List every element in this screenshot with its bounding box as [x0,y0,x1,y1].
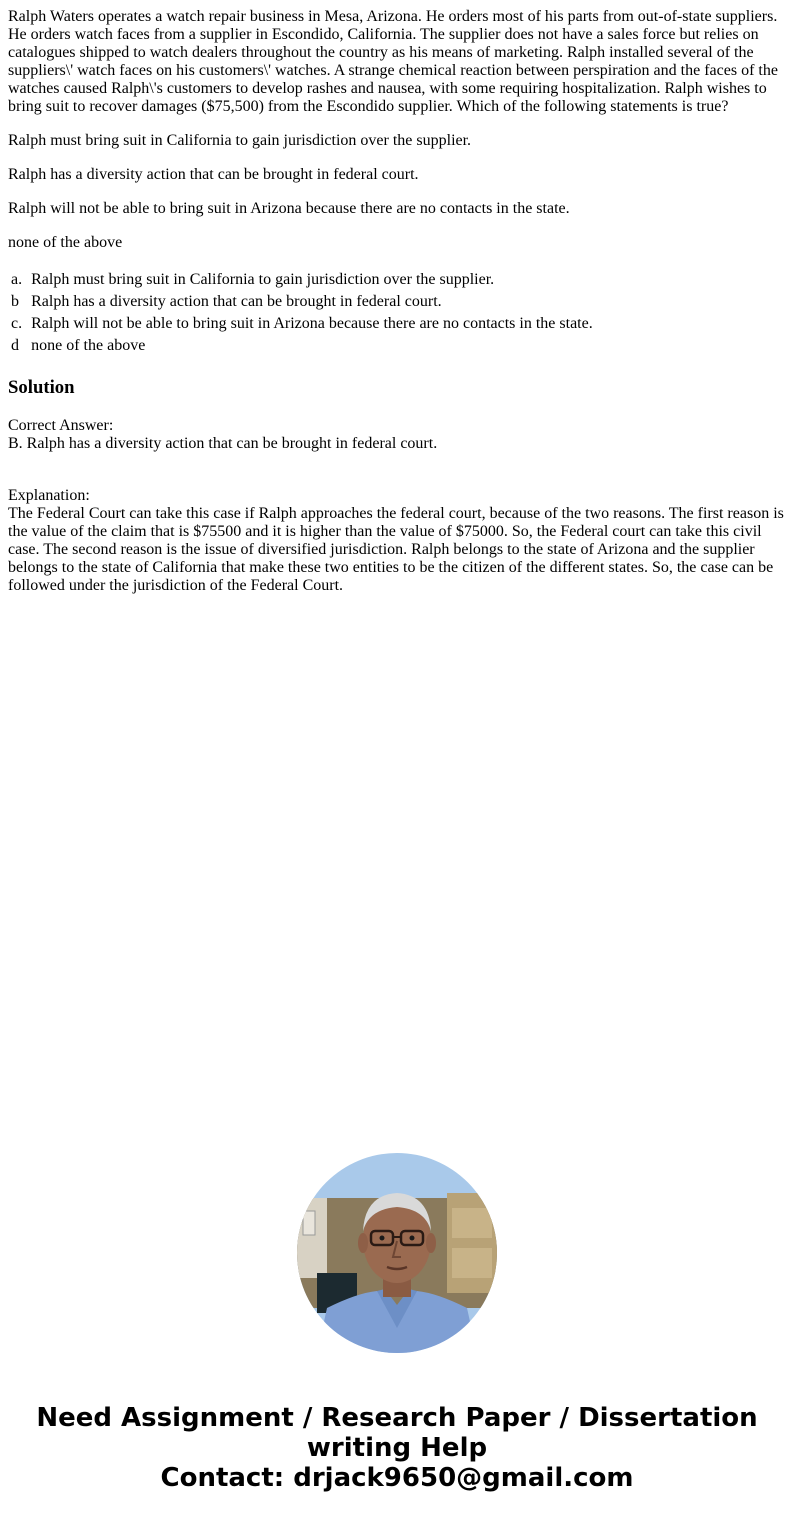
option-text: none of the above [31,337,146,354]
correct-answer-text: B. Ralph has a diversity action that can be brought in federal court. [8,435,438,452]
options-table [8,268,596,358]
option-row-b [10,292,594,312]
promo-banner [0,1403,794,1493]
option-row-a [10,270,594,290]
option-letter: a. [11,271,23,288]
option-text: Ralph will not be able to bring suit in Arizona because there are no contacts in the state. [31,315,593,332]
option-text: Ralph has a diversity action that can be brought in federal court. [31,293,442,310]
statement-3: Ralph will not be able to bring suit in Arizona because there are no contacts in the state. [8,200,570,217]
explanation-text: The Federal Court can take this case if Ralph approaches the federal court, because of the two reasons. The first reason is the value of the claim that is $75500 and it is higher than the value of $75000. So, the Federal court can take this civil case. The second reason is the issue of diversified jurisdiction. Ralph belongs to the state of Arizona and the supplier belongs to the state of California that make these two entities to be the citizen of the different states. So, the case can be followed under the jurisdiction of the Federal Court. [8,505,784,594]
section-spacer [8,453,786,487]
option-row-d [10,336,594,356]
statement-1: Ralph must bring suit in California to gain jurisdiction over the supplier. [8,132,472,149]
option-row-c [10,314,594,334]
promo-contact-line: Contact: drjack9650@gmail.com [160,1463,634,1493]
option-letter: d [11,337,19,354]
promo-line-1: Need Assignment / Research Paper / Dissertation [36,1403,758,1433]
promo-line-2: writing Help [306,1433,488,1463]
author-portrait-image [297,1153,497,1353]
solution-heading: Solution [8,377,75,398]
statement-2: Ralph has a diversity action that can be brought in federal court. [8,166,419,183]
question-text: Ralph Waters operates a watch repair business in Mesa, Arizona. He orders most of his parts from out-of-state suppliers. He orders watch faces from a supplier in Escondido, California. The supplier does not have a sales force but relies on catalogues shipped to watch dealers throughout the country as his means of marketing. Ralph installed several of the suppliers\' watch faces on his customers\' watches. A strange chemical reaction between perspiration and the faces of the watches caused Ralph\'s customers to develop rashes and nausea, with some requiring hospitalization. Ralph wishes to bring suit to recover damages ($75,500) from the Escondido supplier. Which of the following statements is true? [8,8,778,115]
correct-answer-label: Correct Answer: [8,417,114,434]
option-letter: b [11,293,19,310]
author-avatar [297,1153,497,1353]
question-content [8,8,786,595]
option-letter: c. [11,315,23,332]
option-text: Ralph must bring suit in California to gain jurisdiction over the supplier. [31,271,495,288]
explanation-label: Explanation: [8,487,90,504]
statement-4: none of the above [8,234,123,251]
